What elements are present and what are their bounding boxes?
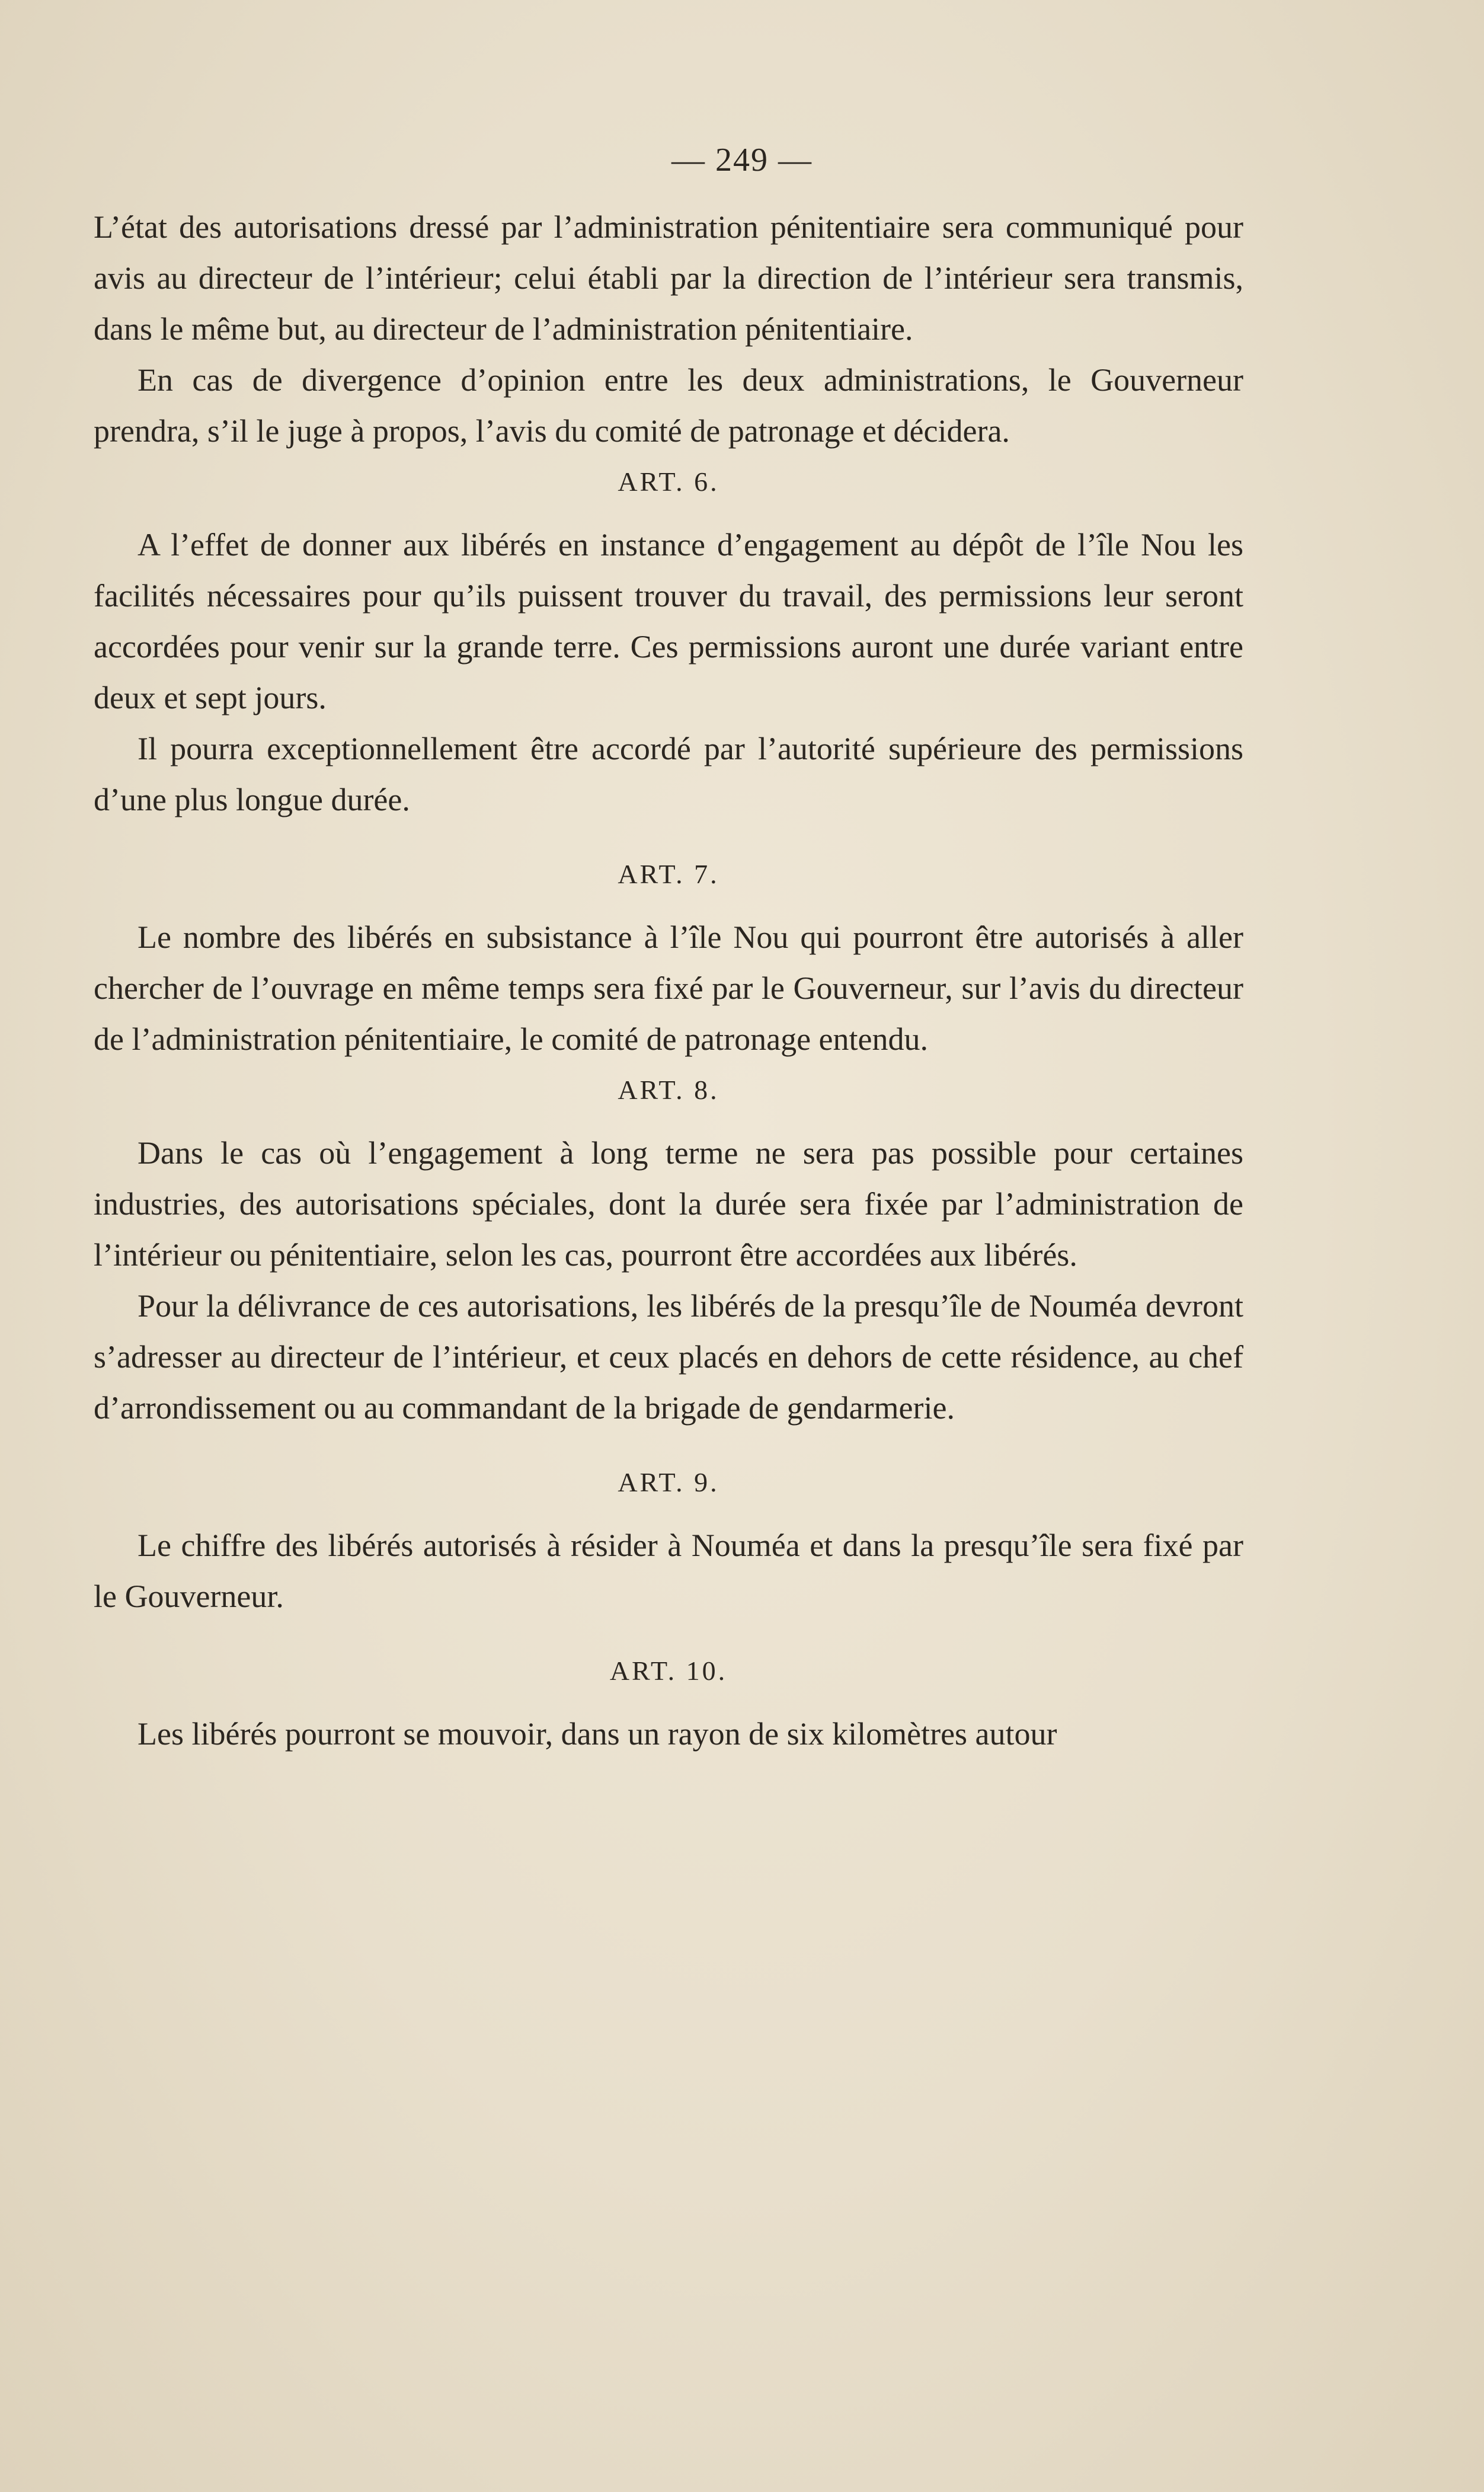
- body-text: [94, 136, 1243, 1759]
- paragraph-8: Le chiffre des libérés autorisés à résider à Nouméa et dans la presqu’île sera fixé par le Gouverneur.: [94, 1528, 1243, 1614]
- paragraph-4: Il pourra exceptionnellement être accordé par l’autorité supérieure des permissions d’une plus longue durée.: [94, 731, 1243, 817]
- paragraph-5: Le nombre des libérés en subsistance à l’île Nou qui pourront être autorisés à aller chercher de l’ouvrage en même temps sera fixé par le Gouverneur, sur l’avis du directeur de l’administration pénitentiaire, le comité de patronage entendu.: [94, 919, 1243, 1057]
- article-7-heading: ART. 7.: [618, 859, 719, 889]
- page-number: — 249 —: [671, 142, 813, 178]
- paragraph-6: Dans le cas où l’engagement à long terme ne sera pas possible pour certaines industries, des autorisations spéciales, dont la durée sera fixée par l’administration de l’intérieur ou pénitentiaire, selon les cas, pourront être accordées aux libérés.: [94, 1135, 1243, 1273]
- article-9-heading: ART. 9.: [618, 1467, 719, 1497]
- paragraph-9: Les libérés pourront se mouvoir, dans un rayon de six kilomètres autour: [137, 1716, 1057, 1752]
- paragraph-7: Pour la délivrance de ces autorisations, les libérés de la presqu’île de Nouméa devront s’adresser au directeur de l’intérieur, et ceux placés en dehors de cette résidence, au chef d’arrondissement ou au commandant de la brigade de gendarmerie.: [94, 1288, 1243, 1426]
- paragraph-1: L’état des autorisations dressé par l’administration pénitentiaire sera communiqué pour avis au directeur de l’intérieur; celui établi par la direction de l’intérieur sera transmis, dans le même but, au directeur de l’administration pénitentiaire.: [94, 209, 1243, 347]
- article-8-heading: ART. 8.: [618, 1075, 719, 1105]
- paragraph-2: En cas de divergence d’opinion entre les deux administrations, le Gouverneur prendra, s’il le juge à propos, l’avis du comité de patronage et décidera.: [94, 362, 1243, 449]
- article-6-heading: ART. 6.: [618, 467, 719, 497]
- paragraph-3: A l’effet de donner aux libérés en instance d’engagement au dépôt de l’île Nou les facilités nécessaires pour qu’ils puissent trouver du travail, des permissions leur seront accordées pour venir sur la grande terre. Ces permissions auront une durée variant entre deux et sept jours.: [94, 527, 1243, 715]
- article-10-heading: ART. 10.: [609, 1656, 728, 1686]
